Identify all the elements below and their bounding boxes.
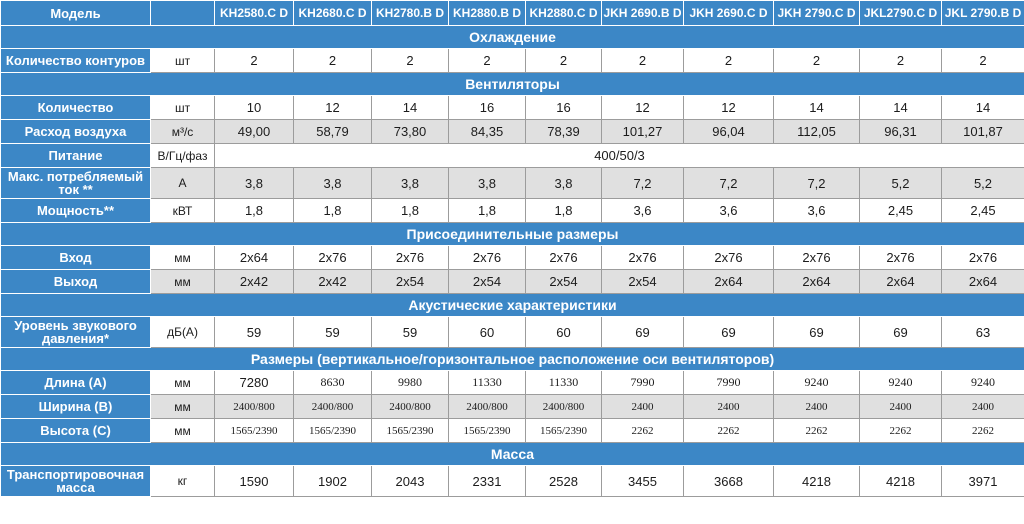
table-cell: 2 [449, 49, 526, 73]
table-cell: 1,8 [215, 199, 294, 223]
table-cell: 63 [942, 317, 1024, 348]
table-cell: 2 [294, 49, 372, 73]
table-cell: 2528 [526, 466, 602, 497]
row-label: Количество [1, 96, 151, 120]
model-name: JKL 2790.B D [942, 1, 1024, 26]
table-cell: 3,6 [774, 199, 860, 223]
table-cell: 2262 [602, 419, 684, 443]
table-cell: 14 [372, 96, 449, 120]
table-cell: 101,87 [942, 120, 1024, 144]
table-cell: 3668 [684, 466, 774, 497]
table-cell: 59 [294, 317, 372, 348]
table-cell: 1590 [215, 466, 294, 497]
table-cell: 69 [774, 317, 860, 348]
table-cell: 3,6 [684, 199, 774, 223]
table-cell: 5,2 [942, 168, 1024, 199]
row-label: Ширина (В) [1, 395, 151, 419]
table-cell: 101,27 [602, 120, 684, 144]
row-unit: мм [151, 371, 215, 395]
table-cell: 8630 [294, 371, 372, 395]
table-row [1, 466, 1024, 497]
table-cell: 2x54 [602, 270, 684, 294]
table-cell: 9240 [860, 371, 942, 395]
table-cell: 400/50/3 [215, 144, 1024, 168]
section-row [1, 73, 1024, 96]
table-cell: 9240 [774, 371, 860, 395]
table-cell: 2x64 [215, 246, 294, 270]
table-cell: 3,8 [294, 168, 372, 199]
section-row [1, 294, 1024, 317]
table-cell: 69 [860, 317, 942, 348]
section-row [1, 223, 1024, 246]
table-cell: 5,2 [860, 168, 942, 199]
table-cell: 73,80 [372, 120, 449, 144]
row-label: Уровень звукового давления* [1, 317, 151, 348]
table-cell: 14 [774, 96, 860, 120]
table-cell: 12 [294, 96, 372, 120]
table-cell: 1,8 [372, 199, 449, 223]
table-cell: 2262 [942, 419, 1024, 443]
table-row [1, 120, 1024, 144]
table-cell: 11330 [449, 371, 526, 395]
table-cell: 2400/800 [215, 395, 294, 419]
table-cell: 2400/800 [372, 395, 449, 419]
table-cell: 2400 [602, 395, 684, 419]
table-cell: 2x76 [449, 246, 526, 270]
table-cell: 3,8 [372, 168, 449, 199]
table-cell: 2262 [860, 419, 942, 443]
table-cell: 1565/2390 [372, 419, 449, 443]
table-cell: 1565/2390 [215, 419, 294, 443]
table-cell: 2x76 [602, 246, 684, 270]
model-name: JKH 2690.C D [684, 1, 774, 26]
section-title-mass: Масса [1, 443, 1024, 466]
section-title-fans: Вентиляторы [1, 73, 1024, 96]
row-label: Питание [1, 144, 151, 168]
section-title-connections: Присоединительные размеры [1, 223, 1024, 246]
row-unit: кг [151, 466, 215, 497]
table-cell: 2x42 [215, 270, 294, 294]
row-label: Длина (А) [1, 371, 151, 395]
table-cell: 69 [602, 317, 684, 348]
row-unit: В/Гц/фаз [151, 144, 215, 168]
model-name: KH2880.B D [449, 1, 526, 26]
table-cell: 3,8 [449, 168, 526, 199]
table-cell: 2x64 [774, 270, 860, 294]
table-cell: 2400/800 [526, 395, 602, 419]
table-cell: 2x42 [294, 270, 372, 294]
header-row [1, 1, 1024, 26]
table-cell: 2331 [449, 466, 526, 497]
table-cell: 2400 [684, 395, 774, 419]
table-cell: 2 [684, 49, 774, 73]
table-row [1, 317, 1024, 348]
table-row [1, 144, 1024, 168]
table-cell: 7,2 [684, 168, 774, 199]
table-cell: 1565/2390 [526, 419, 602, 443]
table-cell: 2 [215, 49, 294, 73]
table-cell: 16 [526, 96, 602, 120]
table-cell: 78,39 [526, 120, 602, 144]
row-label: Выход [1, 270, 151, 294]
table-cell: 12 [602, 96, 684, 120]
table-row [1, 96, 1024, 120]
table-cell: 59 [372, 317, 449, 348]
table-cell: 2262 [684, 419, 774, 443]
model-name: KH2780.B D [372, 1, 449, 26]
table-cell: 49,00 [215, 120, 294, 144]
table-cell: 2 [526, 49, 602, 73]
table-cell: 59 [215, 317, 294, 348]
section-row [1, 348, 1024, 371]
table-row [1, 371, 1024, 395]
row-label: Транспортировочная масса [1, 466, 151, 497]
table-row [1, 246, 1024, 270]
table-cell: 4218 [860, 466, 942, 497]
table-cell: 2x76 [942, 246, 1024, 270]
table-row [1, 395, 1024, 419]
table-cell: 2400/800 [294, 395, 372, 419]
table-row [1, 199, 1024, 223]
row-unit: мм [151, 270, 215, 294]
table-cell: 2x64 [860, 270, 942, 294]
row-unit: мм [151, 419, 215, 443]
section-row [1, 26, 1024, 49]
table-cell: 2400 [942, 395, 1024, 419]
table-cell: 2x54 [449, 270, 526, 294]
table-cell: 3971 [942, 466, 1024, 497]
table-cell: 2x54 [372, 270, 449, 294]
row-unit: А [151, 168, 215, 199]
model-name: JKH 2690.B D [602, 1, 684, 26]
row-unit: шт [151, 49, 215, 73]
table-cell: 96,31 [860, 120, 942, 144]
table-cell: 2400/800 [449, 395, 526, 419]
table-cell: 2 [372, 49, 449, 73]
model-name: JKL2790.C D [860, 1, 942, 26]
table-cell: 14 [942, 96, 1024, 120]
table-cell: 2x54 [526, 270, 602, 294]
row-unit: шт [151, 96, 215, 120]
table-cell: 2 [602, 49, 684, 73]
table-cell: 60 [526, 317, 602, 348]
model-name: KH2680.C D [294, 1, 372, 26]
table-row [1, 168, 1024, 199]
row-unit: мм [151, 246, 215, 270]
table-cell: 1,8 [449, 199, 526, 223]
table-cell: 14 [860, 96, 942, 120]
model-name: JKH 2790.C D [774, 1, 860, 26]
row-unit: кВТ [151, 199, 215, 223]
table-cell: 2x76 [294, 246, 372, 270]
table-cell: 84,35 [449, 120, 526, 144]
row-label: Макс. потребляемый ток ** [1, 168, 151, 199]
table-cell: 2 [942, 49, 1024, 73]
table-cell: 60 [449, 317, 526, 348]
table-cell: 69 [684, 317, 774, 348]
table-cell: 2,45 [860, 199, 942, 223]
table-cell: 9980 [372, 371, 449, 395]
table-cell: 2043 [372, 466, 449, 497]
table-cell: 11330 [526, 371, 602, 395]
model-label: Модель [1, 1, 151, 26]
table-cell: 2x76 [774, 246, 860, 270]
table-cell: 2x76 [684, 246, 774, 270]
table-cell: 112,05 [774, 120, 860, 144]
table-cell: 3,6 [602, 199, 684, 223]
section-title-cooling: Охлаждение [1, 26, 1024, 49]
table-cell: 2 [774, 49, 860, 73]
model-name: KH2880.C D [526, 1, 602, 26]
table-cell: 3455 [602, 466, 684, 497]
table-cell: 9240 [942, 371, 1024, 395]
table-cell: 7990 [684, 371, 774, 395]
row-unit: дБ(А) [151, 317, 215, 348]
model-name: KH2580.C D [215, 1, 294, 26]
table-cell: 1902 [294, 466, 372, 497]
table-row [1, 49, 1024, 73]
table-cell: 10 [215, 96, 294, 120]
row-label: Мощность** [1, 199, 151, 223]
table-cell: 1,8 [294, 199, 372, 223]
table-cell: 4218 [774, 466, 860, 497]
table-cell: 2x64 [942, 270, 1024, 294]
table-cell: 2x76 [860, 246, 942, 270]
row-label: Высота (С) [1, 419, 151, 443]
section-title-dimensions: Размеры (вертикальное/горизонтальное расположение оси вентиляторов) [1, 348, 1024, 371]
row-unit: мм [151, 395, 215, 419]
section-title-acoustic: Акустические характеристики [1, 294, 1024, 317]
table-cell: 3,8 [526, 168, 602, 199]
table-cell: 1565/2390 [449, 419, 526, 443]
table-cell: 2262 [774, 419, 860, 443]
table-cell: 2x64 [684, 270, 774, 294]
table-cell: 2400 [774, 395, 860, 419]
row-label: Вход [1, 246, 151, 270]
table-cell: 3,8 [215, 168, 294, 199]
unit-header [151, 1, 215, 26]
table-cell: 2 [860, 49, 942, 73]
table-cell: 2x76 [526, 246, 602, 270]
table-cell: 96,04 [684, 120, 774, 144]
table-cell: 7280 [215, 371, 294, 395]
table-cell: 7990 [602, 371, 684, 395]
row-label: Расход воздуха [1, 120, 151, 144]
table-cell: 1,8 [526, 199, 602, 223]
table-cell: 2400 [860, 395, 942, 419]
table-cell: 7,2 [602, 168, 684, 199]
table-cell: 1565/2390 [294, 419, 372, 443]
section-row [1, 443, 1024, 466]
table-cell: 12 [684, 96, 774, 120]
table-cell: 2,45 [942, 199, 1024, 223]
row-unit: м³/с [151, 120, 215, 144]
table-cell: 2x76 [372, 246, 449, 270]
table-cell: 16 [449, 96, 526, 120]
table-cell: 58,79 [294, 120, 372, 144]
table-cell: 7,2 [774, 168, 860, 199]
table-row [1, 270, 1024, 294]
table-row [1, 419, 1024, 443]
row-label: Количество контуров [1, 49, 151, 73]
